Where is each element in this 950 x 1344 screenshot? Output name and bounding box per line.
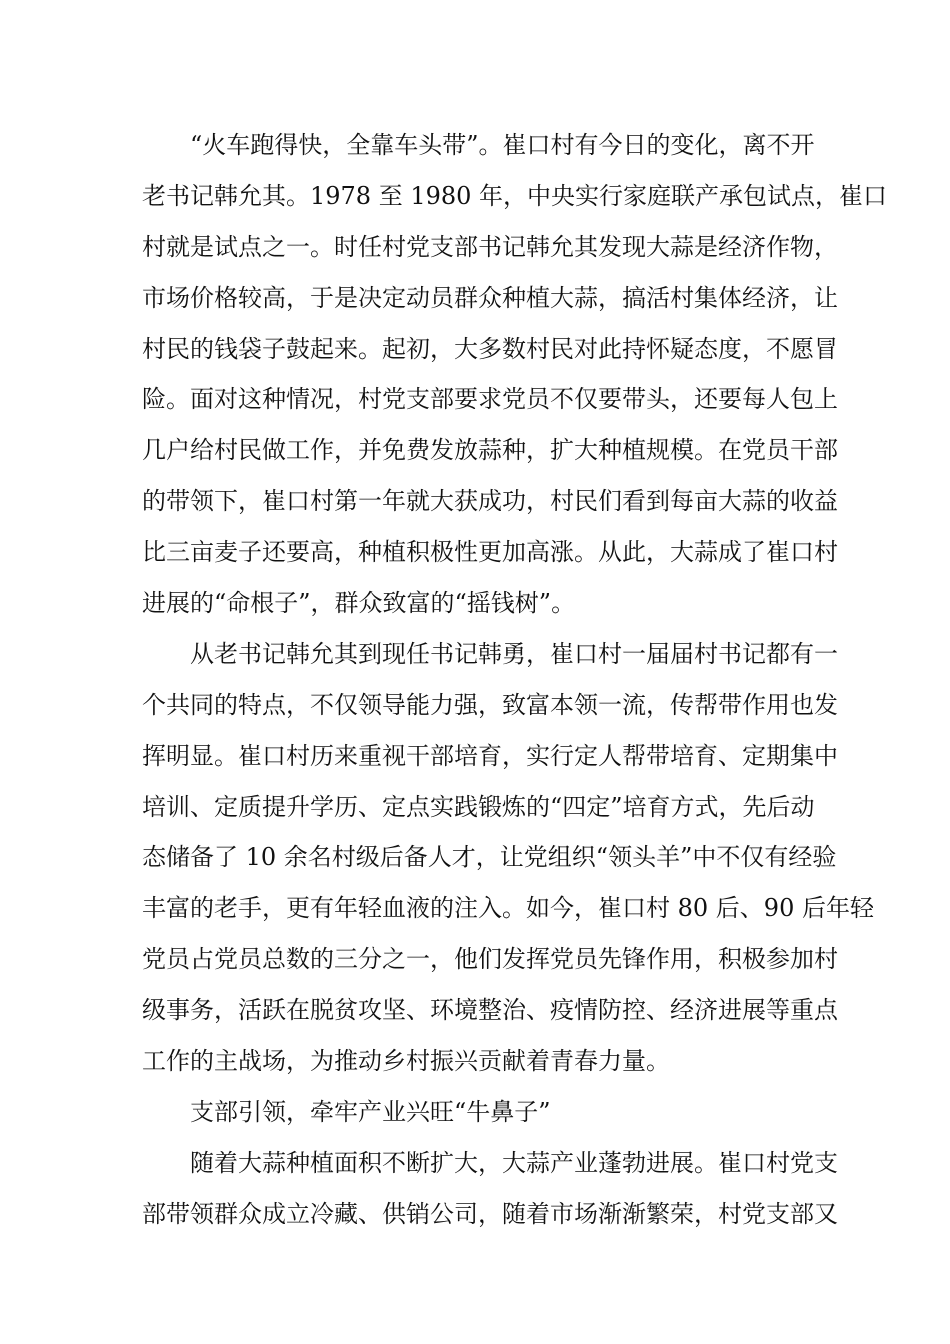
paragraph-line: 工作的主战场，为推动乡村振兴贡献着青春力量。 xyxy=(142,1047,670,1076)
paragraph-line: 部带领群众成立冷藏、供销公司，随着市场渐渐繁荣，村党支部又 xyxy=(142,1199,838,1228)
paragraph-line: 挥明显。崔口村历来重视干部培育，实行定人帮带培育、定期集中 xyxy=(142,741,838,770)
paragraph-line: 的带领下，崔口村第一年就大获成功，村民们看到每亩大蒜的收益 xyxy=(142,487,838,516)
section-heading-text: 支部引领，牵牢产业兴旺“牛鼻子” xyxy=(190,1097,551,1126)
paragraph-line: 随着大蒜种植面积不断扩大，大蒜产业蓬勃进展。崔口村党支 xyxy=(190,1148,838,1177)
paragraph-line: 态储备了 10 余名村级后备人才，让党组织“领头羊”中不仅有经验 xyxy=(142,843,837,872)
paragraph-line: “火车跑得快，全靠车头带”。崔口村有今日的变化，离不开 xyxy=(190,131,815,159)
paragraph-line: 党员占党员总数的三分之一，他们发挥党员先锋作用，积极参加村 xyxy=(142,945,838,974)
paragraph-line: 几户给村民做工作，并免费发放蒜种，扩大种植规模。在党员干部 xyxy=(142,436,838,465)
paragraph-line: 级事务，活跃在脱贫攻坚、环境整治、疫情防控、经济进展等重点 xyxy=(142,996,838,1025)
paragraph-line: 从老书记韩允其到现任书记韩勇，崔口村一届届村书记都有一 xyxy=(190,639,838,668)
paragraph-line: 培训、定质提升学历、定点实践锻炼的“四定”培育方式，先后动 xyxy=(142,792,815,821)
paragraph-line: 村民的钱袋子鼓起来。起初，大多数村民对此持怀疑态度，不愿冒 xyxy=(142,334,838,363)
paragraph-leader-han-yunqi xyxy=(142,127,888,636)
paragraph-garlic-industry xyxy=(142,1145,838,1247)
paragraph-line: 比三亩麦子还要高，种植积极性更加高涨。从此，大蒜成了崔口村 xyxy=(142,538,838,567)
document-body xyxy=(142,127,888,1247)
paragraph-line: 个共同的特点，不仅领导能力强，致富本领一流，传帮带作用也发 xyxy=(142,690,838,719)
paragraph-line: 市场价格较高，于是决定动员群众种植大蒜，搞活村集体经济，让 xyxy=(142,283,838,312)
paragraph-cadre-training xyxy=(142,636,874,1094)
paragraph-line: 丰富的老手，更有年轻血液的注入。如今，崔口村 80 后、90 后年轻 xyxy=(142,894,874,923)
paragraph-line: 老书记韩允其。1978 至 1980 年，中央实行家庭联产承包试点，崔口 xyxy=(142,181,888,210)
paragraph-line: 险。面对这种情况，村党支部要求党员不仅要带头，还要每人包上 xyxy=(142,385,838,414)
section-heading xyxy=(142,1094,810,1145)
paragraph-line: 村就是试点之一。时任村党支部书记韩允其发现大蒜是经济作物， xyxy=(142,232,838,261)
paragraph-line: 进展的“命根子”，群众致富的“摇钱树”。 xyxy=(142,589,576,618)
